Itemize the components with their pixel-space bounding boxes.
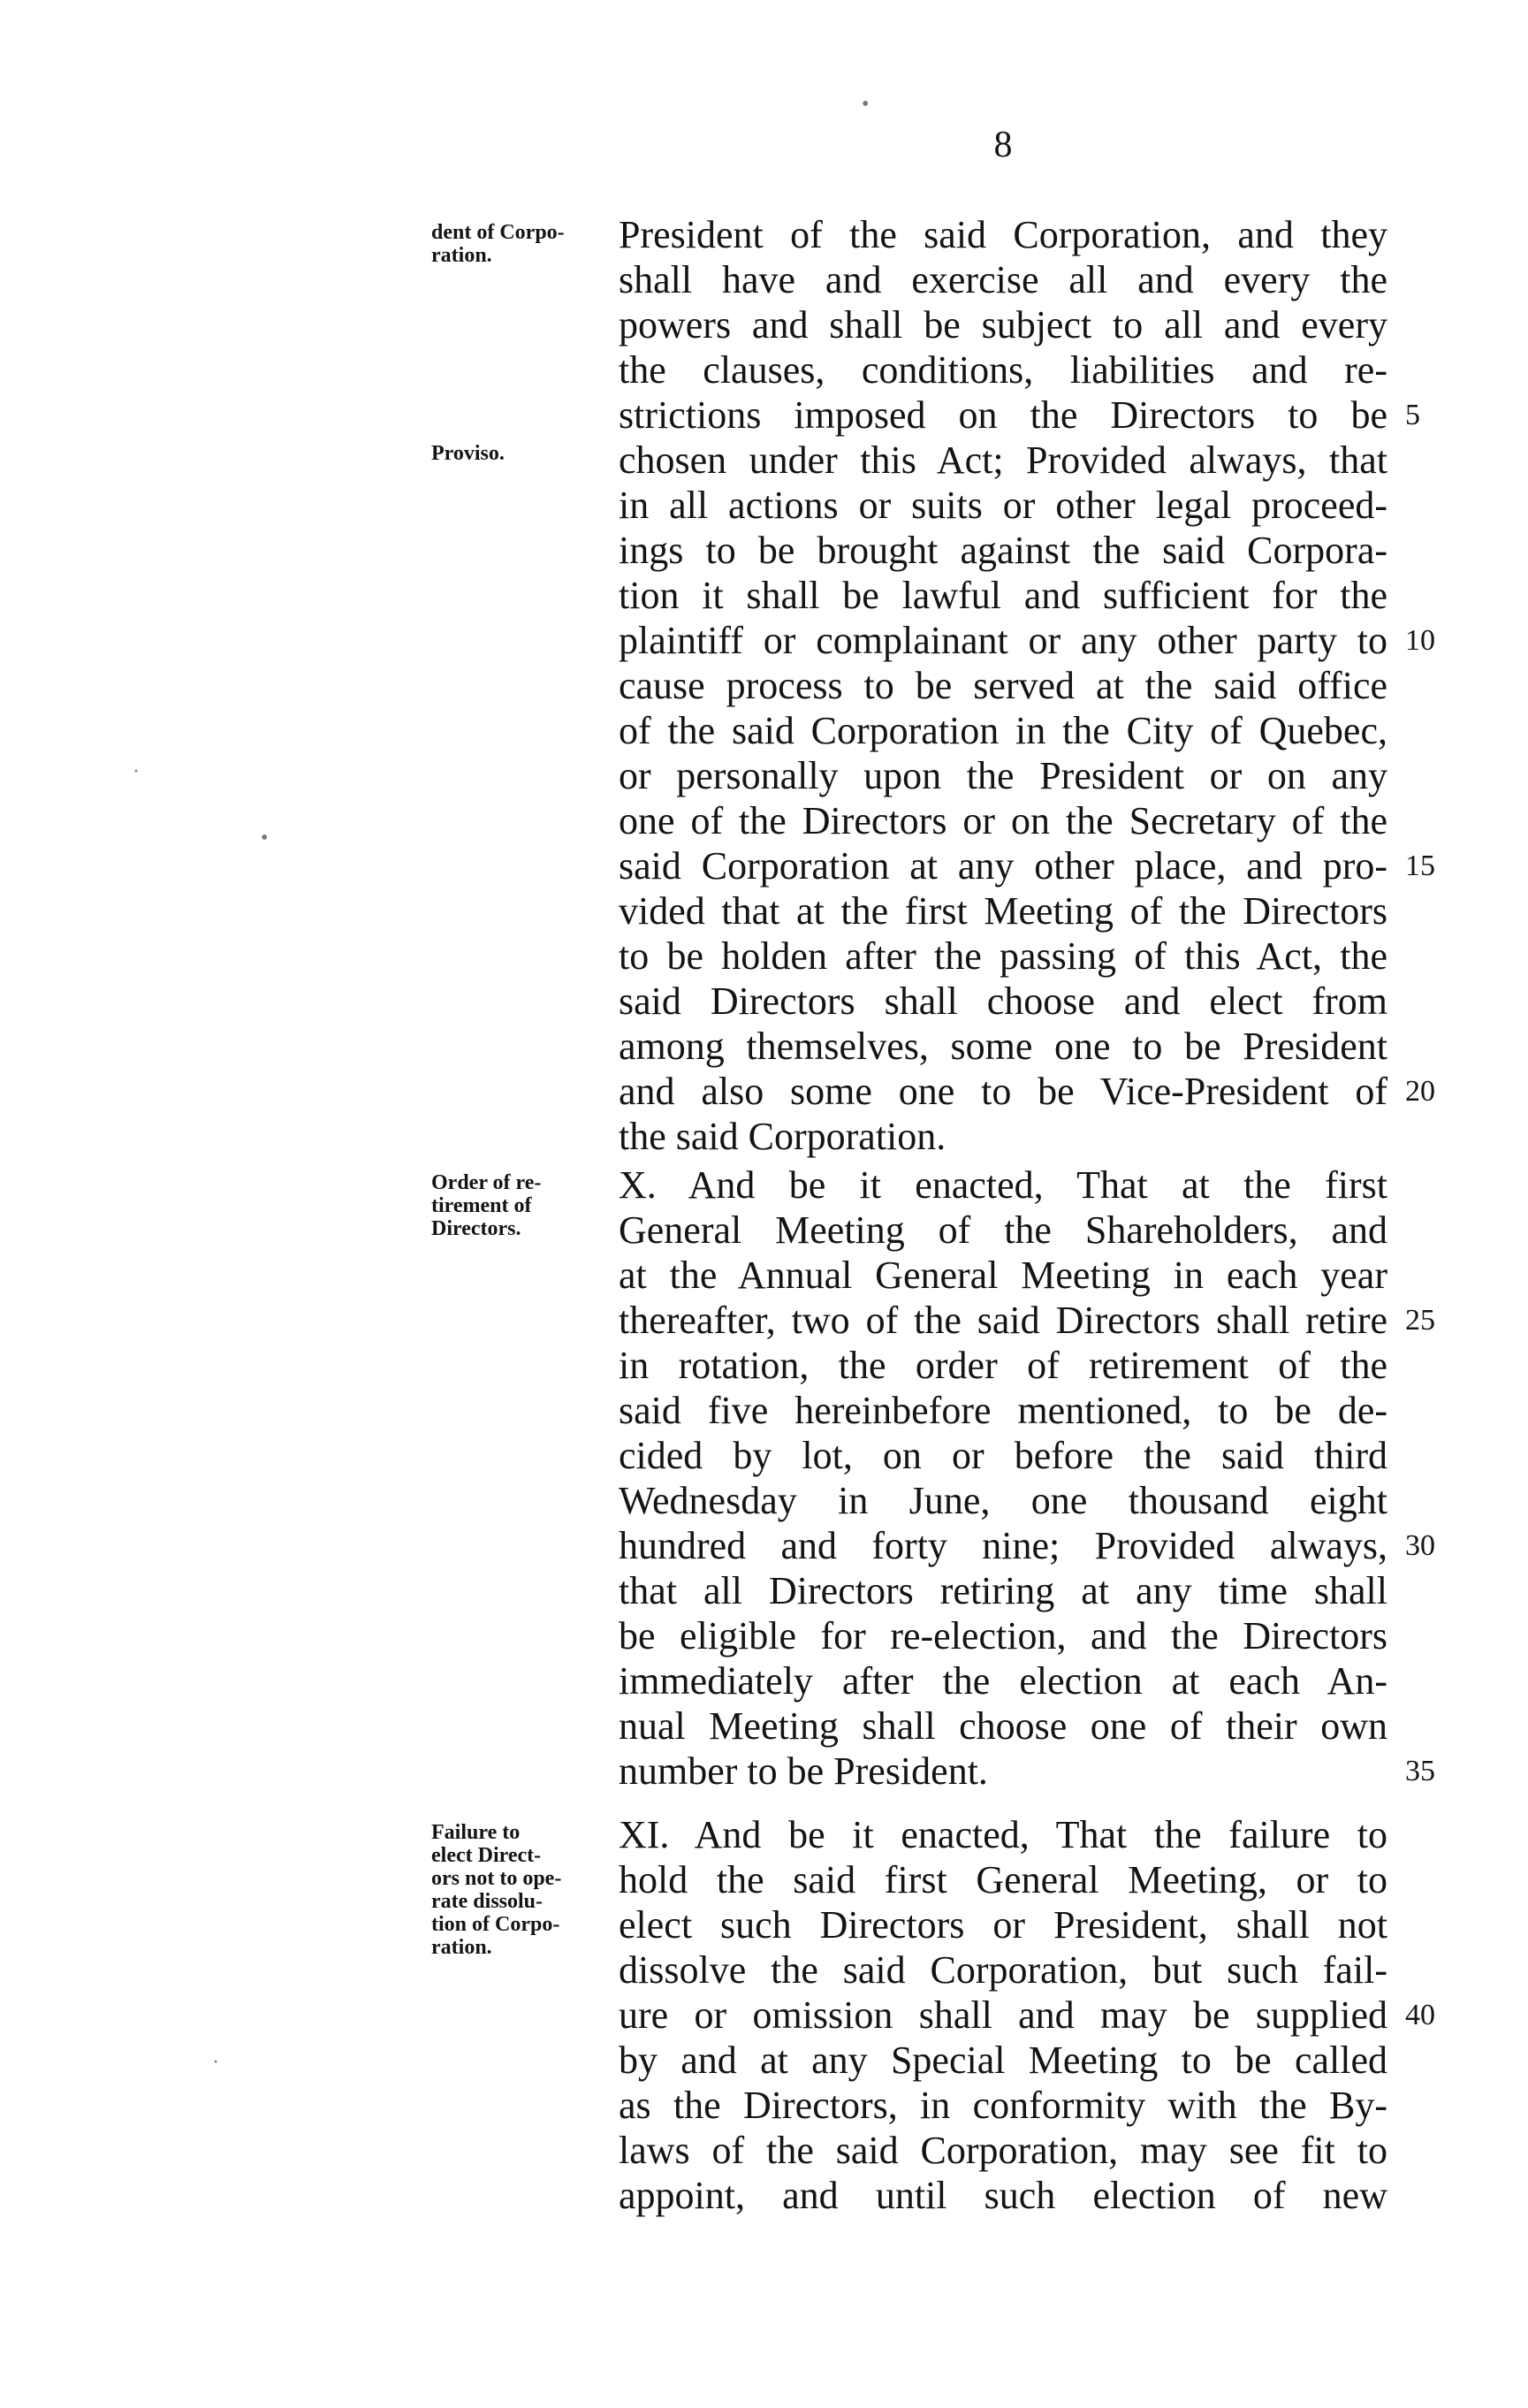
margin-note-line: Proviso.: [431, 442, 505, 465]
text-line: tion it shall be lawful and sufficient for the: [619, 574, 1387, 617]
text-line: X. And be it enacted, That at the first: [619, 1163, 1387, 1207]
text-line: ure or omission shall and may be supplied: [619, 1993, 1387, 2037]
stray-print-mark: •: [261, 827, 269, 850]
text-line: that all Directors retiring at any time shall: [619, 1569, 1387, 1612]
text-line: be eligible for re-election, and the Directors: [619, 1614, 1387, 1657]
margin-note-retirement: [431, 1171, 608, 1240]
margin-note-line: ration.: [431, 244, 492, 267]
line-number: 5: [1405, 399, 1420, 431]
margin-note-line: Failure to: [431, 1821, 521, 1844]
text-line: hold the said first General Meeting, or to: [619, 1858, 1387, 1901]
text-line: cause process to be served at the said office: [619, 664, 1387, 707]
text-line: cided by lot, on or before the said third: [619, 1434, 1387, 1477]
margin-note-line: Order of re-: [431, 1171, 542, 1194]
stray-print-mark: ·: [133, 760, 140, 783]
text-line: of the said Corporation in the City of Quebec,: [619, 709, 1387, 752]
text-line: nual Meeting shall choose one of their own: [619, 1704, 1387, 1748]
text-line: dissolve the said Corporation, but such fail-: [619, 1948, 1387, 1992]
stray-print-mark: ·: [212, 2051, 219, 2074]
text-line: chosen under this Act; Provided always, that: [619, 438, 1387, 482]
text-line: at the Annual General Meeting in each year: [619, 1254, 1387, 1297]
text-line: XI. And be it enacted, That the failure to: [619, 1813, 1387, 1856]
text-line: or personally upon the President or on any: [619, 754, 1387, 797]
text-line: General Meeting of the Shareholders, and: [619, 1208, 1387, 1252]
line-number: 40: [1405, 1999, 1435, 2031]
text-line: immediately after the election at each An-: [619, 1659, 1387, 1703]
text-line: powers and shall be subject to all and every: [619, 303, 1387, 347]
text-line: appoint, and until such election of new: [619, 2174, 1387, 2217]
text-line: to be holden after the passing of this Act, the: [619, 934, 1387, 978]
text-line: in all actions or suits or other legal proceed-: [619, 484, 1387, 527]
margin-note-line: rate dissolu-: [431, 1890, 543, 1913]
margin-note-failure: [431, 1821, 608, 1959]
line-number: 25: [1405, 1304, 1435, 1337]
text-line: ings to be brought against the said Corpora-: [619, 529, 1387, 572]
margin-note-line: tion of Corpo-: [431, 1913, 560, 1936]
text-line: elect such Directors or President, shall not: [619, 1903, 1387, 1947]
text-line: shall have and exercise all and every the: [619, 258, 1387, 301]
text-line: said five hereinbefore mentioned, to be de-: [619, 1389, 1387, 1432]
text-line: in rotation, the order of retirement of the: [619, 1344, 1387, 1387]
line-number: 30: [1405, 1529, 1435, 1562]
line-number: 20: [1405, 1075, 1435, 1108]
margin-note-line: Directors.: [431, 1217, 521, 1240]
margin-note-line: ors not to ope-: [431, 1867, 562, 1890]
text-line: as the Directors, in conformity with the By-: [619, 2084, 1387, 2127]
text-line: among themselves, some one to be President: [619, 1025, 1387, 1068]
page-number: 8: [993, 125, 1013, 165]
margin-note-line: dent of Corpo-: [431, 221, 565, 244]
text-line: Wednesday in June, one thousand eight: [619, 1479, 1387, 1522]
line-number: 15: [1405, 850, 1435, 882]
text-line: thereafter, two of the said Directors shall retire: [619, 1299, 1387, 1342]
margin-note-proviso: [431, 442, 608, 465]
text-line: number to be President.: [619, 1749, 988, 1793]
text-line: said Corporation at any other place, and pro-: [619, 844, 1387, 888]
text-line: laws of the said Corporation, may see fit to: [619, 2129, 1387, 2172]
margin-note-line: elect Direct-: [431, 1844, 542, 1867]
margin-note-line: ration.: [431, 1936, 492, 1959]
line-number: 35: [1405, 1755, 1435, 1787]
margin-note-line: tirement of: [431, 1194, 532, 1217]
text-line: one of the Directors or on the Secretary of the: [619, 799, 1387, 842]
text-line: by and at any Special Meeting to be called: [619, 2038, 1387, 2082]
stray-print-mark: •: [862, 93, 870, 116]
text-line: President of the said Corporation, and they: [619, 213, 1387, 256]
text-line: strictions imposed on the Directors to be: [619, 393, 1387, 437]
text-line: and also some one to be Vice-President of: [619, 1070, 1387, 1113]
text-line: vided that at the first Meeting of the Directors: [619, 889, 1387, 933]
text-line: hundred and forty nine; Provided always,: [619, 1524, 1387, 1567]
text-line: said Directors shall choose and elect from: [619, 979, 1387, 1023]
margin-note-president: [431, 221, 608, 267]
text-line: the clauses, conditions, liabilities and re-: [619, 348, 1387, 392]
text-line: the said Corporation.: [619, 1115, 946, 1158]
line-number: 10: [1405, 624, 1435, 657]
text-line: plaintiff or complainant or any other party to: [619, 619, 1387, 662]
